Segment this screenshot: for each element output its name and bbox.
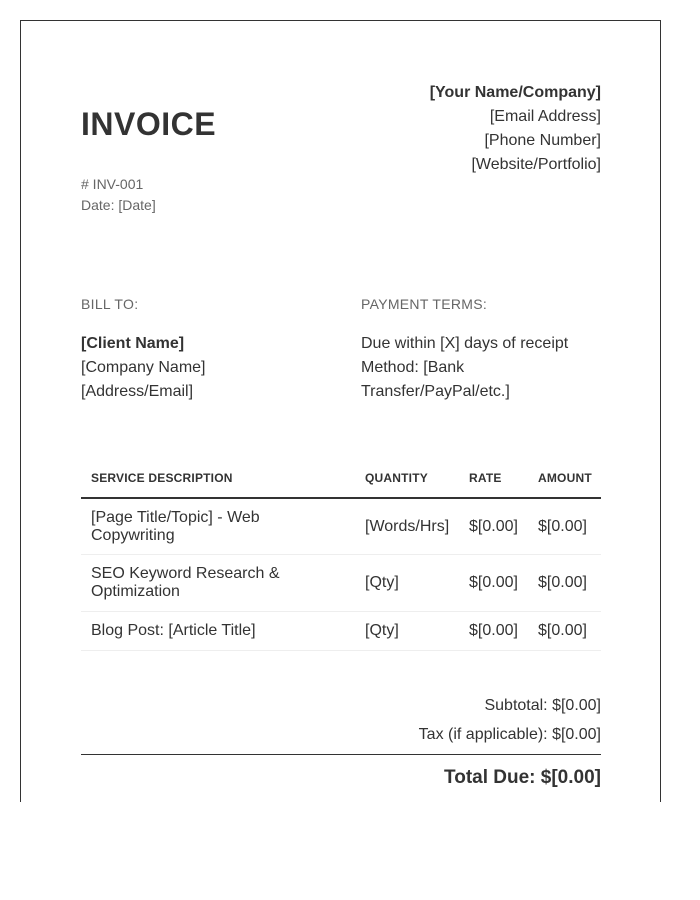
invoice-title: INVOICE	[81, 106, 217, 142]
header-service-description: SERVICE DESCRIPTION	[81, 459, 355, 498]
services-table	[81, 459, 601, 651]
client-address: [Address/Email]	[81, 383, 194, 400]
sender-details	[430, 81, 601, 177]
client-name: [Client Name]	[81, 335, 185, 352]
row-rate: $[0.00]	[459, 555, 528, 612]
sender-email: [Email Address]	[489, 108, 601, 125]
invoice-page	[20, 20, 661, 802]
bill-to-section	[81, 296, 351, 404]
invoice-meta	[81, 174, 156, 216]
invoice-content	[81, 21, 601, 803]
table-header-row	[81, 459, 601, 498]
row-quantity: [Qty]	[355, 555, 459, 612]
sender-phone: [Phone Number]	[484, 132, 601, 149]
tax: Tax (if applicable): $[0.00]	[418, 726, 601, 743]
bill-to-label: BILL TO:	[81, 296, 139, 312]
client-company: [Company Name]	[81, 359, 206, 376]
sender-name: [Your Name/Company]	[429, 84, 601, 101]
payment-terms-label: PAYMENT TERMS:	[361, 296, 488, 312]
header-quantity: QUANTITY	[355, 459, 459, 498]
row-description: Blog Post: [Article Title]	[81, 612, 355, 651]
row-description: [Page Title/Topic] - Web Copywriting	[81, 498, 355, 555]
table-row	[81, 498, 601, 555]
payment-terms-section	[361, 296, 601, 404]
payment-method: Method: [Bank Transfer/PayPal/etc.]	[361, 359, 510, 400]
row-description: SEO Keyword Research & Optimization	[81, 555, 355, 612]
payment-terms-details	[361, 332, 601, 404]
row-amount: $[0.00]	[528, 498, 601, 555]
row-quantity: [Qty]	[355, 612, 459, 651]
row-rate: $[0.00]	[459, 612, 528, 651]
invoice-number: # INV-001	[81, 176, 144, 192]
payment-due: Due within [X] days of receipt	[361, 335, 569, 352]
row-rate: $[0.00]	[459, 498, 528, 555]
table-row	[81, 555, 601, 612]
invoice-date: Date: [Date]	[81, 197, 156, 213]
row-amount: $[0.00]	[528, 612, 601, 651]
row-amount: $[0.00]	[528, 555, 601, 612]
table-row	[81, 612, 601, 651]
row-quantity: [Words/Hrs]	[355, 498, 459, 555]
total-due: Total Due: $[0.00]	[444, 767, 601, 788]
header-rate: RATE	[459, 459, 528, 498]
totals-block	[419, 691, 601, 749]
sender-website: [Website/Portfolio]	[471, 156, 601, 173]
header-amount: AMOUNT	[528, 459, 601, 498]
totals-divider	[81, 754, 601, 755]
bill-to-details	[81, 332, 351, 404]
subtotal: Subtotal: $[0.00]	[484, 697, 601, 714]
